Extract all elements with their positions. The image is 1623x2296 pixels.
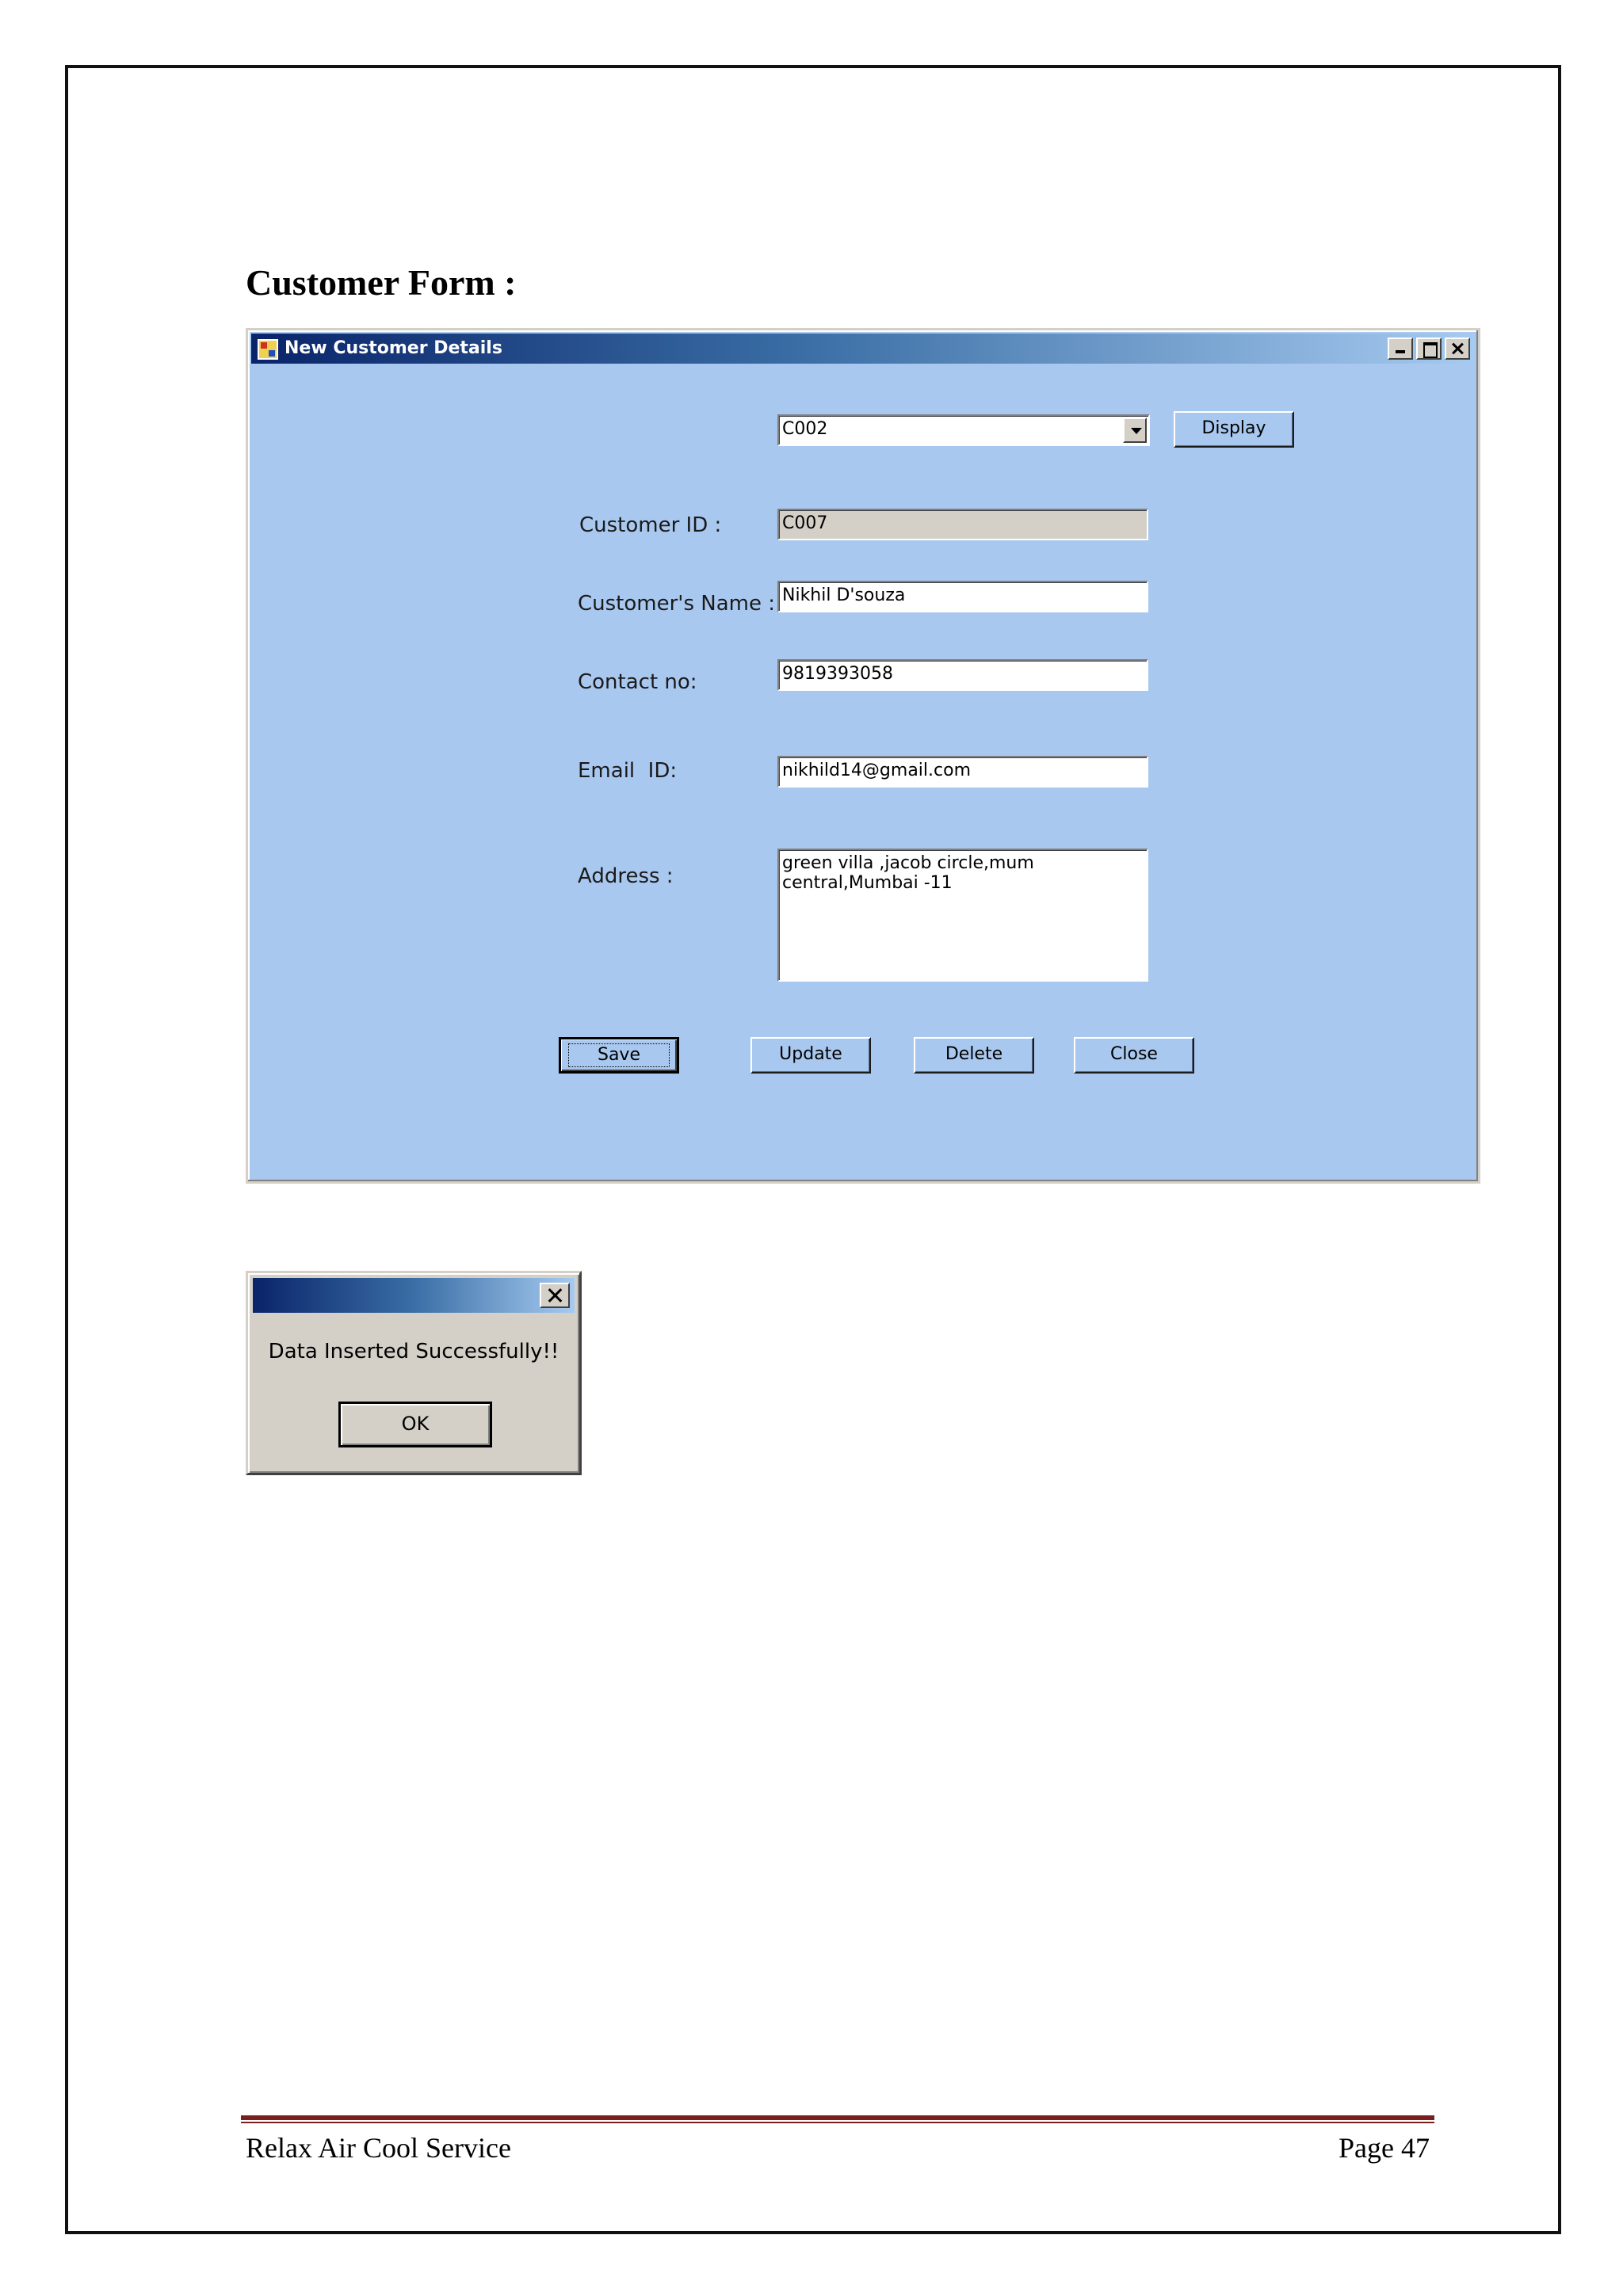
contact-no-label: Contact no: bbox=[578, 670, 697, 694]
window-titlebar[interactable] bbox=[251, 334, 1475, 364]
footer-page-number: Page 47 bbox=[1338, 2132, 1430, 2164]
customer-selector-dropdown[interactable] bbox=[777, 414, 1150, 446]
footer-rule-thin bbox=[241, 2122, 1434, 2123]
footer-company-name: Relax Air Cool Service bbox=[246, 2132, 511, 2164]
close-icon[interactable] bbox=[540, 1283, 570, 1308]
window-title: New Customer Details bbox=[285, 338, 502, 358]
save-button-label: Save bbox=[568, 1043, 670, 1067]
contact-no-field[interactable]: 9819393058 bbox=[777, 659, 1148, 691]
save-button[interactable] bbox=[559, 1037, 679, 1074]
email-id-label: Email ID: bbox=[578, 759, 678, 783]
ok-button[interactable]: OK bbox=[338, 1402, 492, 1447]
email-id-field[interactable]: nikhild14@gmail.com bbox=[777, 756, 1148, 788]
maximize-icon[interactable] bbox=[1416, 338, 1442, 360]
address-label: Address : bbox=[578, 864, 674, 888]
address-field[interactable]: green villa ,jacob circle,mum central,Mumbai -11 bbox=[777, 849, 1148, 982]
update-button[interactable]: Update bbox=[750, 1037, 871, 1074]
customer-name-field[interactable]: Nikhil D'souza bbox=[777, 581, 1148, 612]
success-message-box bbox=[246, 1271, 582, 1475]
footer-rule bbox=[241, 2115, 1434, 2120]
customer-name-label: Customer's Name : bbox=[578, 592, 775, 616]
page-heading: Customer Form : bbox=[246, 262, 517, 303]
caption-buttons bbox=[1388, 338, 1470, 360]
customer-selector-value: C002 bbox=[782, 419, 828, 439]
display-button[interactable]: Display bbox=[1174, 411, 1294, 448]
customer-id-field[interactable]: C007 bbox=[777, 509, 1148, 540]
message-box-titlebar[interactable] bbox=[253, 1278, 575, 1313]
app-icon bbox=[258, 339, 278, 360]
customer-window bbox=[246, 328, 1480, 1184]
chevron-down-icon[interactable] bbox=[1123, 418, 1147, 443]
minimize-icon[interactable] bbox=[1388, 338, 1413, 360]
delete-button[interactable]: Delete bbox=[914, 1037, 1034, 1074]
customer-id-label: Customer ID : bbox=[579, 513, 722, 537]
close-icon[interactable] bbox=[1445, 338, 1470, 360]
close-button[interactable]: Close bbox=[1074, 1037, 1194, 1074]
message-text: Data Inserted Successfully!! bbox=[268, 1340, 559, 1363]
